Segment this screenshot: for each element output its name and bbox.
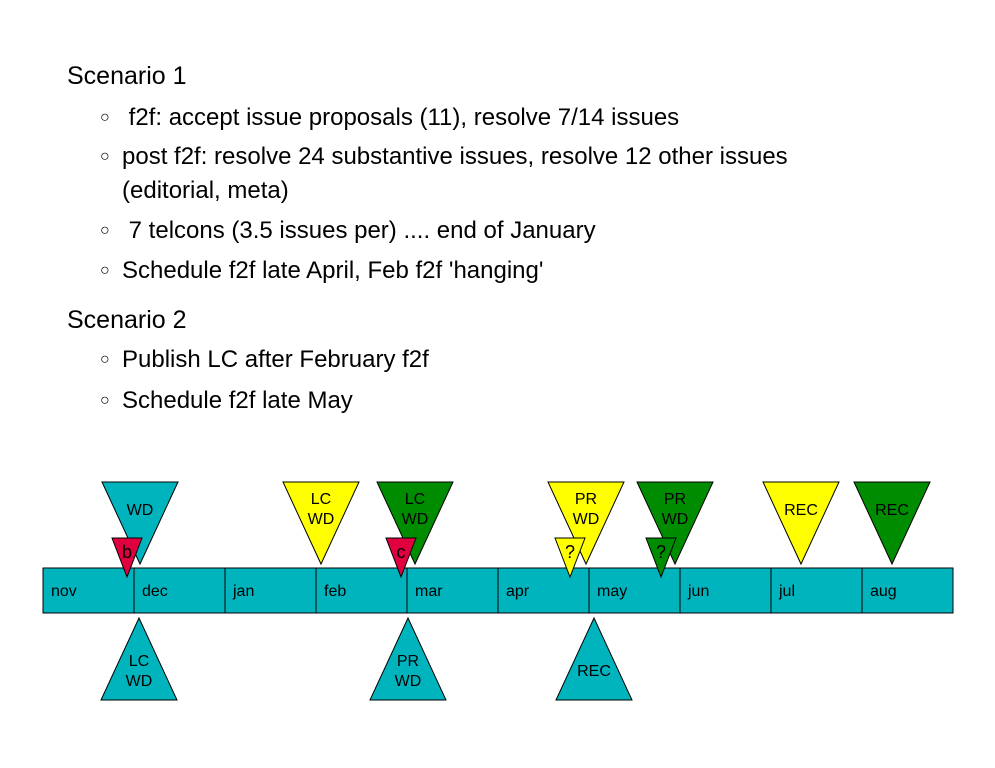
- scenario-2-heading: Scenario 2: [67, 306, 187, 334]
- lc-wd-feb-yellow-label: WD: [307, 511, 335, 528]
- scenario-1-bullet: [100, 214, 596, 248]
- month-label-apr: apr: [506, 583, 530, 600]
- rec-jul-yellow-triangle: [763, 482, 839, 564]
- scenario-1-bullet: [100, 254, 543, 288]
- month-label-may: may: [597, 583, 628, 600]
- c-marker-label: c: [396, 542, 406, 562]
- bullet-glyph: ○: [100, 392, 110, 409]
- pr-wd-may-green-label: WD: [661, 511, 689, 528]
- q-green-marker-label: ?: [655, 542, 667, 562]
- bullet-text: Schedule f2f late May: [122, 387, 353, 414]
- wd-dec-label: WD: [126, 502, 154, 519]
- rec-aug-green-triangle: [854, 482, 930, 564]
- bullet-text: Schedule f2f late April, Feb f2f 'hanging': [122, 257, 544, 284]
- rec-may-triangle: [556, 618, 632, 700]
- bullet-glyph: ○: [100, 109, 110, 126]
- month-label-jan: jan: [233, 583, 255, 600]
- bullet-glyph: ○: [100, 148, 110, 165]
- bullet-glyph: ○: [100, 222, 110, 239]
- month-label-nov: nov: [51, 583, 77, 600]
- scenario-1-bullet: [100, 140, 788, 208]
- lc-wd-mar-green-label: WD: [401, 511, 429, 528]
- pr-wd-mar-label: PR: [396, 653, 420, 670]
- month-label-feb: feb: [324, 583, 347, 600]
- month-label-dec: dec: [142, 583, 168, 600]
- scenario-1-bullet: [100, 101, 679, 135]
- bullet-text: 7 telcons (3.5 issues per) .... end of January: [122, 217, 596, 244]
- lc-wd-mar-green-label: LC: [404, 491, 426, 508]
- lc-wd-feb-yellow-label: LC: [310, 491, 332, 508]
- lc-wd-dec-label: WD: [125, 673, 153, 690]
- rec-jul-yellow-label: REC: [784, 502, 818, 519]
- month-label-aug: aug: [870, 583, 897, 600]
- month-label-jun: jun: [688, 583, 710, 600]
- bullet-glyph: ○: [100, 262, 110, 279]
- pr-wd-may-green-label: PR: [663, 491, 687, 508]
- scenario-1-heading: Scenario 1: [67, 62, 187, 90]
- scenario-2-bullet: [100, 343, 429, 377]
- bullet-text: f2f: accept issue proposals (11), resolve 7/14 issues: [122, 104, 680, 131]
- pr-wd-may-yellow-label: PR: [574, 491, 598, 508]
- q-yellow-marker-label: ?: [564, 542, 576, 562]
- lc-wd-dec-label: LC: [128, 653, 150, 670]
- scenario-2-bullet: [100, 384, 353, 418]
- month-label-mar: mar: [415, 583, 443, 600]
- timeline-diagram: [0, 470, 995, 710]
- wd-dec-triangle: [102, 482, 178, 564]
- month-label-jul: jul: [779, 583, 796, 600]
- pr-wd-mar-label: WD: [394, 673, 422, 690]
- b-marker-label: b: [121, 542, 133, 562]
- rec-may-label: REC: [577, 663, 611, 680]
- pr-wd-may-yellow-label: WD: [572, 511, 600, 528]
- bullet-text: Publish LC after February f2f: [122, 346, 429, 373]
- rec-aug-green-label: REC: [875, 502, 909, 519]
- bullet-glyph: ○: [100, 351, 110, 368]
- bullet-text: post f2f: resolve 24 substantive issues, resolve 12 other issues (editorial, meta): [122, 143, 788, 204]
